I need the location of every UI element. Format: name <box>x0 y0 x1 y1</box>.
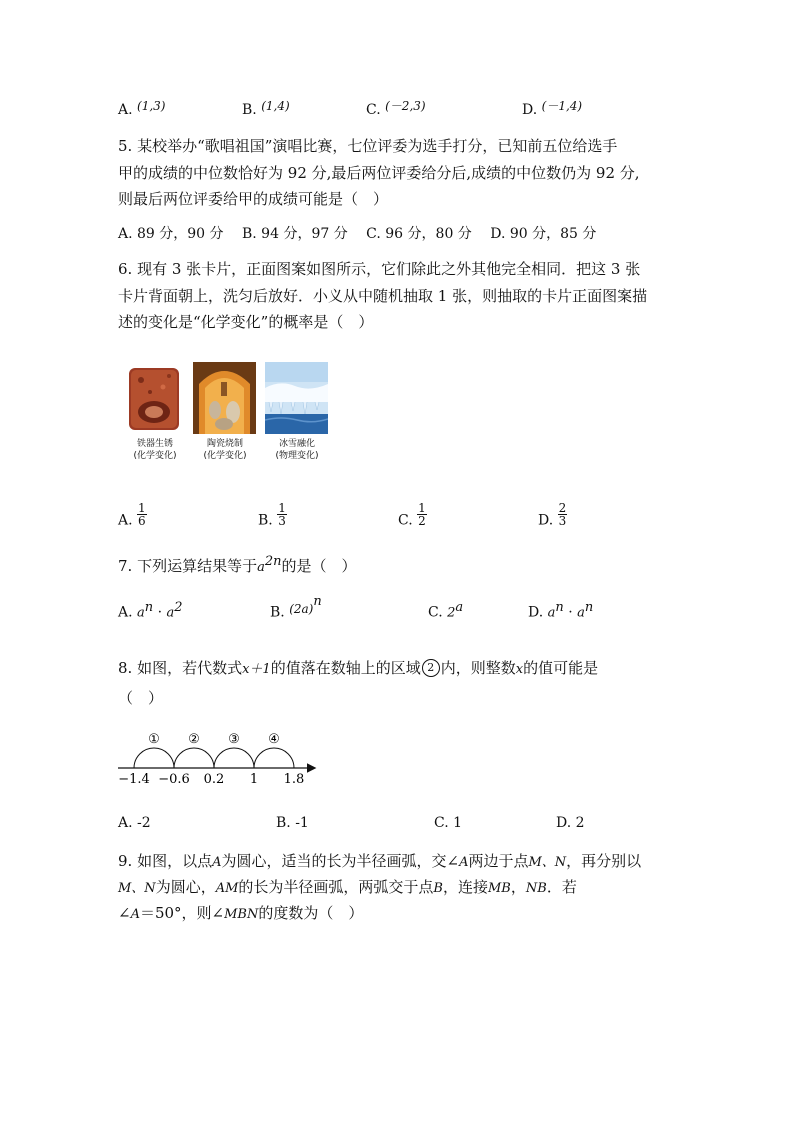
q5-stem-line-1: 5. 某校举办“歌唱祖国”演唱比赛，七位评委为选手打分，已知前五位给选手 <box>118 137 618 155</box>
number-line-figure <box>112 726 332 788</box>
q6-option-d: D. $\frac{2}{3}$ <box>538 501 567 529</box>
q7-option-c: C. 2$^a$ <box>428 600 464 621</box>
region-4-label: ④ <box>268 732 280 747</box>
region-2-marker: 2 <box>422 659 440 677</box>
region-4-arc <box>254 748 294 768</box>
q7-stem: 7. 下列运算结果等于$a^{2n}$的是（ ） <box>118 554 357 575</box>
q9-stem-line-3: ∠A＝50°，则∠MBN的度数为（ ） <box>118 904 364 922</box>
q8-option-a: A. -2 <box>118 815 151 831</box>
melting-ice-image <box>265 362 328 434</box>
card-3-caption: 冰雪融化 (物理变化) <box>275 439 319 461</box>
pottery-kiln-image <box>193 362 256 434</box>
q5-stem-line-2: 甲的成绩的中位数恰好为 92 分,最后两位评委给分后,成绩的中位数仍为 92 分, <box>118 164 640 182</box>
region-2-label: ② <box>188 732 200 747</box>
q8-stem-line-1: 8. 如图，若代数式x＋1的值落在数轴上的区域 2 内，则整数x的值可能是 <box>118 659 599 677</box>
q8-stem-line-2: （ ） <box>118 689 164 707</box>
q4-option-c: C. (－2,3) <box>366 99 426 118</box>
tick-label-2: −0.6 <box>158 772 190 787</box>
tick-label-5: 1.8 <box>283 772 305 787</box>
card-1-caption: 铁器生锈 (化学变化) <box>133 439 177 461</box>
q8-option-c: C. 1 <box>434 815 463 831</box>
q9-stem-line-2: M、N为圆心，AM的长为半径画弧，两弧交于点B，连接MB，NB．若 <box>118 878 577 896</box>
q4-option-d: D. (－1,4) <box>522 99 583 118</box>
q7-option-d: D. $a^n \cdot a^n$ <box>528 600 594 621</box>
region-1-arc <box>134 748 174 768</box>
q8-option-b: B. -1 <box>276 815 309 831</box>
region-1-label: ① <box>148 732 160 747</box>
q6-stem-line-2: 卡片背面朝上，洗匀后放好．小义从中随机抽取 1 张，则抽取的卡片正面图案描 <box>118 287 648 305</box>
q4-option-b: B. (1,4) <box>242 99 290 118</box>
rusty-iron-image <box>123 362 186 434</box>
card-2-caption: 陶瓷烧制 (化学变化) <box>203 439 247 461</box>
q7-option-b: B. $(2a)^n$ <box>270 594 322 621</box>
q6-stem-line-1: 6. 现有 3 张卡片，正面图案如图所示，它们除此之外其他完全相同．把这 3 张 <box>118 260 641 278</box>
q7-option-a: A. $a^n \cdot a^2$ <box>118 600 183 621</box>
q6-option-a: A. $\frac{1}{6}$ <box>118 501 146 529</box>
tick-label-4: 1 <box>249 772 259 787</box>
q8-option-d: D. 2 <box>556 815 585 831</box>
q6-stem-line-3: 述的变化是“化学变化”的概率是（ ） <box>118 313 374 331</box>
region-2-arc <box>174 748 214 768</box>
region-3-label: ③ <box>228 732 240 747</box>
q9-stem-line-1: 9. 如图，以点A为圆心，适当的长为半径画弧，交∠A两边于点M、N，再分别以 <box>118 852 642 870</box>
q5-options: A. 89 分，90 分 B. 94 分，97 分 C. 96 分，80 分 D. 90 分，85 分 <box>118 226 597 242</box>
q4-option-a: A. (1,3) <box>118 99 166 118</box>
region-3-arc <box>214 748 254 768</box>
tick-label-1: −1.4 <box>118 772 150 787</box>
tick-label-3: 0.2 <box>203 772 225 787</box>
q6-option-c: C. $\frac{1}{2}$ <box>398 501 426 529</box>
q6-option-b: B. $\frac{1}{3}$ <box>258 501 286 529</box>
q5-stem-line-3: 则最后两位评委给甲的成绩可能是（ ） <box>118 190 389 208</box>
